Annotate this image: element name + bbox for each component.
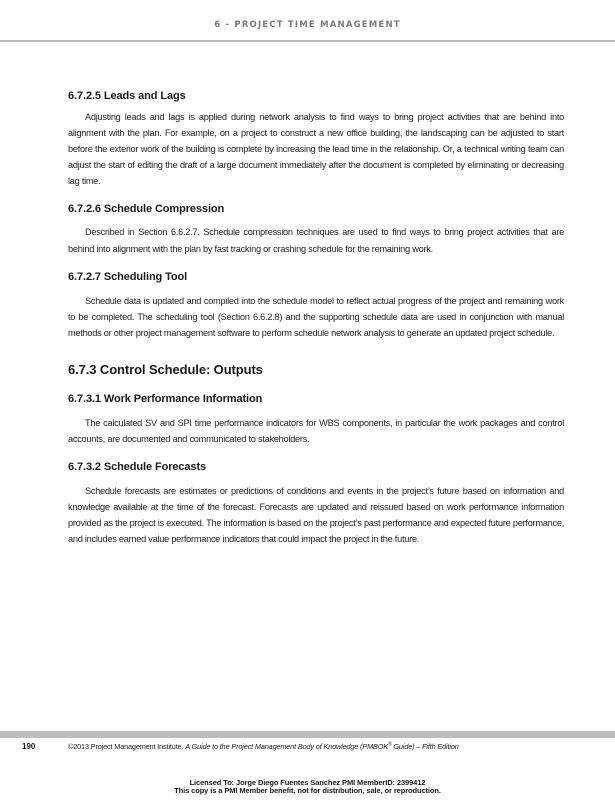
section-heading-work-performance-information: 6.7.3.1 Work Performance Information: [68, 392, 263, 405]
page-body: [68, 89, 564, 548]
footer-book-title: A Guide to the Project Management Body of Knowledge (PMBOK® Guide) – Fifth Edition: [185, 741, 459, 751]
section-heading-leads-and-lags: 6.7.2.5 Leads and Lags: [68, 90, 186, 102]
registered-mark: ®: [387, 741, 392, 748]
section-body-work-performance-information: The calculated SV and SPI time performance indicators for WBS components, in particular the work packages and control accounts, are documented and communicated to stakeholders.: [68, 417, 564, 445]
section-body-schedule-forecasts: Schedule forecasts are estimates or predictions of conditions and events in the project’s future based on information and knowledge available at the time of the forecast. Forecasts are updated and reissued based on work performance information provided as the project is executed. The information is based on the project’s past performance and expected future performance, and includes earned value performance indicators that could impact the project in the future.: [68, 486, 564, 545]
section-body-schedule-compression: Described in Section 6.6.2.7. Schedule compression techniques are used to find ways to bring project activities that are behind into alignment with the plan by fast tracking or crashing schedule for the remaining work.: [68, 227, 564, 254]
header-rule: [0, 40, 615, 42]
section-heading-schedule-compression: 6.7.2.6 Schedule Compression: [68, 203, 225, 216]
footer-rule: [0, 731, 615, 738]
section-heading-schedule-forecasts: 6.7.3.2 Schedule Forecasts: [68, 461, 207, 474]
section-heading-scheduling-tool: 6.7.2.7 Scheduling Tool: [68, 270, 188, 283]
running-header: 6 - PROJECT TIME MANAGEMENT: [214, 20, 401, 30]
page-number: 190: [22, 742, 36, 751]
footer-copyright: ©2013 Project Management Institute.: [68, 742, 184, 751]
section-body-scheduling-tool: Schedule data is updated and compiled into the schedule model to reflect actual progress of the project and remaining work to be completed. The scheduling tool (Section 6.6.2.8) and the supporting schedule data are used in conjunction with manual methods or other project management software to perform schedule network analysis to generate an updated project schedule.: [68, 295, 564, 338]
section-heading-control-schedule-outputs: 6.7.3 Control Schedule: Outputs: [68, 361, 263, 377]
footer-citation: [68, 742, 459, 751]
section-body-leads-and-lags: Adjusting leads and lags is applied during network analysis to find ways to bring project activities that are behind into alignment with the plan. For example, on a project to construct a new office building, the landscaping can be adjusted to start before the exterior work of the building is complete by increasing the lead time in the relationship. Or, a technical writing team can adjust the start of editing the draft of a large document immediately after the document is completed by eliminating or decreasing lag time.: [68, 112, 564, 187]
license-line-1: Licensed To: Jorge Diego Fuentes Sanchez PMI MemberID: 2399412: [189, 778, 426, 787]
license-line-2: This copy is a PMI Member benefit, not for distribution, sale, or reproduction.: [174, 786, 441, 795]
